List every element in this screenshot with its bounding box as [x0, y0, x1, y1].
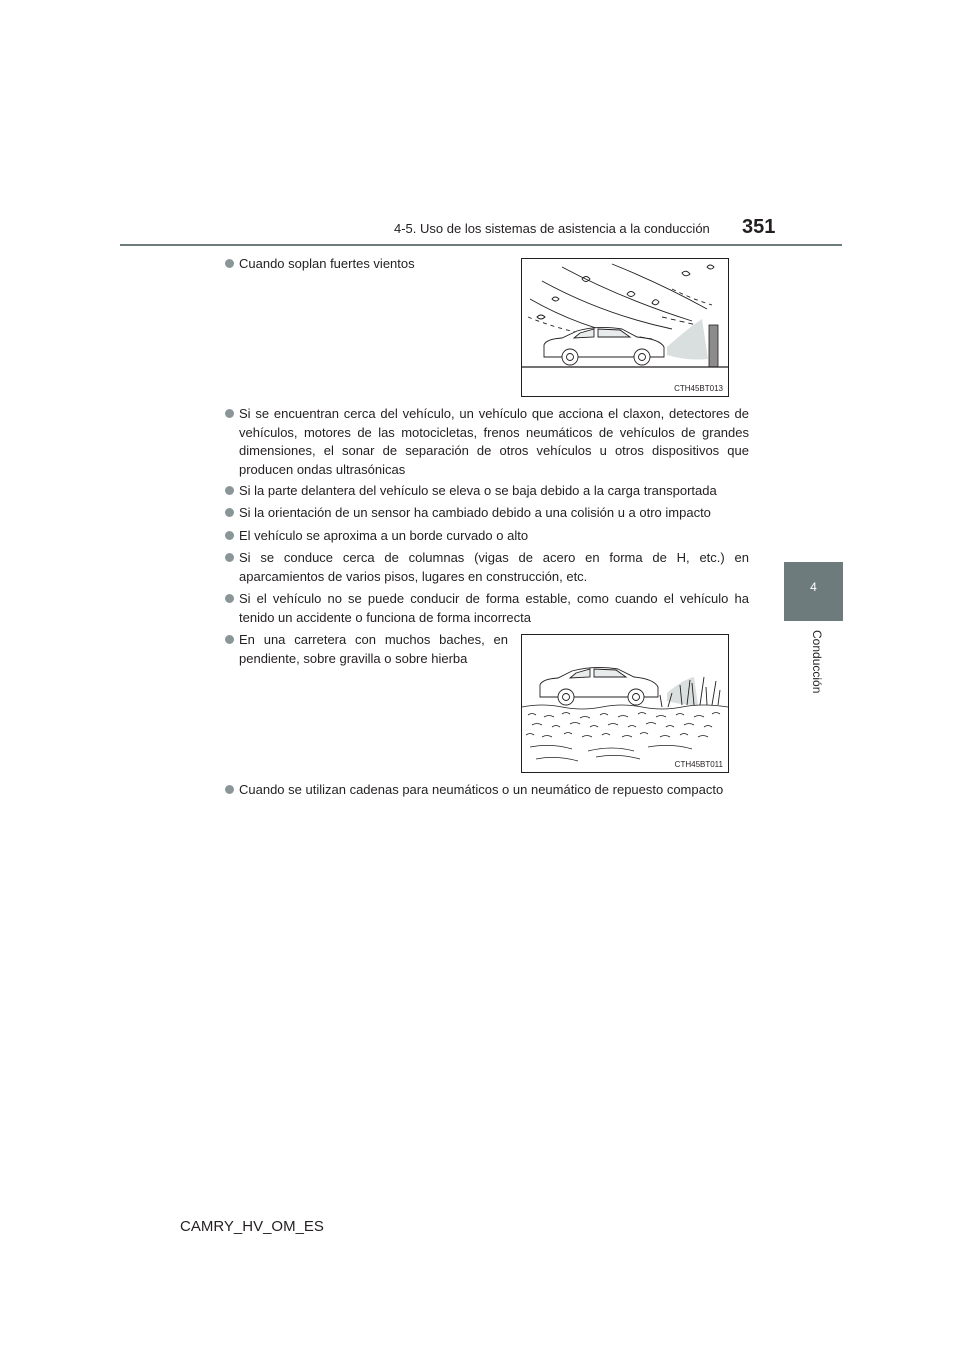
- rough-road-illustration: [521, 634, 729, 773]
- bullet-icon: [225, 486, 234, 495]
- figure-code: CTH45BT011: [674, 760, 723, 769]
- bullet-icon: [225, 785, 234, 794]
- list-item-text: Si la parte delantera del vehículo se eleva o se baja debido a la carga transportada: [239, 483, 717, 498]
- rough-road-drawing: [522, 635, 728, 772]
- list-item-text: Cuando soplan fuertes vientos: [239, 256, 415, 271]
- list-item: [225, 590, 749, 627]
- page-number: 351: [742, 216, 776, 238]
- list-item: [225, 631, 508, 668]
- list-item-text: Si se encuentran cerca del vehículo, un vehículo que acciona el claxon, detectores de vehículos, motores de las motocicletas, frenos neumáticos de vehículos de grandes dimensiones, el sonar de separación de otros vehículos u otros dispositivos que producen ondas ultrasónicas: [239, 406, 749, 477]
- bullet-icon: [225, 409, 234, 418]
- bullet-icon: [225, 553, 234, 562]
- list-item: [225, 781, 749, 800]
- chapter-tab: [784, 562, 843, 621]
- bullet-icon: [225, 531, 234, 540]
- section-title: 4-5. Uso de los sistemas de asistencia a la conducción: [394, 221, 710, 236]
- list-item: [225, 549, 749, 586]
- list-item-text: En una carretera con muchos baches, en pendiente, sobre gravilla o sobre hierba: [239, 632, 508, 666]
- figure-code: CTH45BT013: [674, 384, 723, 393]
- manual-code: CAMRY_HV_OM_ES: [180, 1218, 324, 1235]
- list-item: [225, 527, 749, 546]
- chapter-title: Conducción: [810, 630, 824, 694]
- list-item-text: Si la orientación de un sensor ha cambiado debido a una colisión u a otro impacto: [239, 505, 711, 520]
- list-item-text: Si se conduce cerca de columnas (vigas de acero en forma de H, etc.) en aparcamientos de varios pisos, lugares en construcción, etc.: [239, 550, 749, 584]
- list-item: [225, 405, 749, 479]
- bullet-icon: [225, 508, 234, 517]
- list-item-text: Cuando se utilizan cadenas para neumáticos o un neumático de repuesto compacto: [239, 782, 724, 797]
- wind-illustration: [521, 258, 729, 397]
- bullet-icon: [225, 259, 234, 268]
- wind-drawing: [522, 259, 728, 396]
- list-item-text: Si el vehículo no se puede conducir de forma estable, como cuando el vehículo ha tenido un accidente o funciona de forma incorrecta: [239, 591, 749, 625]
- bullet-icon: [225, 594, 234, 603]
- list-item: [225, 482, 749, 501]
- list-item: [225, 504, 749, 523]
- list-item-text: El vehículo se aproxima a un borde curvado o alto: [239, 528, 529, 543]
- chapter-number: 4: [810, 580, 817, 594]
- header-divider: [120, 244, 842, 246]
- list-item: [225, 255, 495, 274]
- bullet-icon: [225, 635, 234, 644]
